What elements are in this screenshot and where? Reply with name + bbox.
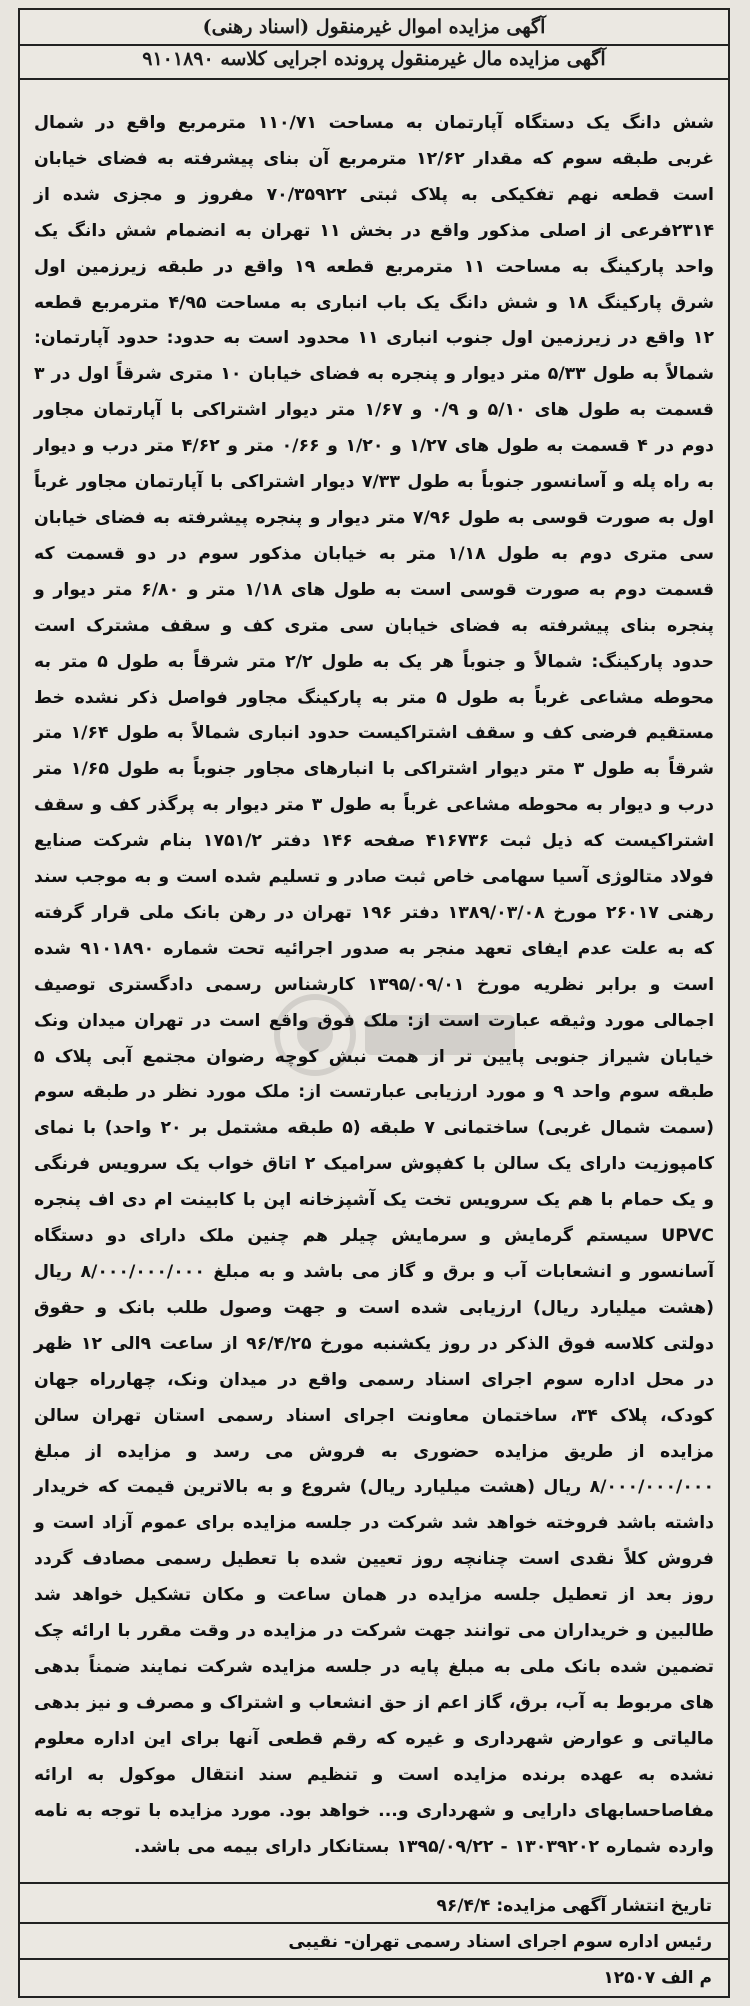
- signature-divider: [20, 1958, 728, 1960]
- notice-title: آگهی مزایده اموال غیرمنقول (اسناد رهنی): [202, 16, 546, 38]
- title-divider: [20, 44, 728, 46]
- notice-body: شش دانگ یک دستگاه آپارتمان به مساحت ۱۱۰/۷۱ مترمربع واقع در شمال غربی طبقه سوم که مقدار ۱۲/۶۲ مترمربع آن بنای پیشرفته به فضای خیابان است قطعه نهم تفکیکی به پلاک ثبتی ۷۰/۳۵۹۲۲ مفروز و مجزی شده از ۲۳۱۴فرعی از اصلی مذکور واقع در بخش ۱۱ تهران به انضمام شش دانگ یک واحد پارکینگ به مساحت ۱۱ مترمربع قطعه ۱۹ واقع در طبقه زیرزمین اول شرق پارکینگ ۱۸ و شش دانگ یک باب انباری به مساحت ۴/۹۵ مترمربع قطعه ۱۲ واقع در زیرزمین اول جنوب انباری ۱۱ محدود است به حدود: حدود آپارتمان: شمالاً به طول ۵/۳۳ متر دیوار و پنجره به فضای خیابان ۱۰ متری شرقاً اول در ۳ قسمت به طول های ۵/۱۰ و ۰/۹ و ۱/۶۷ متر دیوار اشتراکی با آپارتمان مجاور دوم در ۴ قسمت به طول های ۱/۲۷ و ۱/۲۰ و ۰/۶۶ متر و ۴/۶۲ متر درب و دیوار به راه پله و آسانسور جنوباً به طول ۷/۳۳ دیوار اشتراکی با آپارتمان مجاور غرباً اول به صورت قوسی به طول ۷/۹۶ متر دیوار و پنجره پیشرفته به فضای خیابان سی متری دوم به طول ۱/۱۸ متر به خیابان مذکور سوم در دو قسمت که قسمت دوم به صورت قوسی است به طول های ۱/۱۸ متر و ۶/۸۰ متر دیوار و پنجره بنای پیشرفته به فضای خیابان سی متری کف و سقف مشترک است حدود پارکینگ: شمالاً و جنوباً هر یک به طول ۲/۲ متر شرقاً به طول ۵ متر به محوطه مشاعی غرباً به طول ۵ متر به پارکینگ مجاور فواصل ذکر نشده خط مستقیم فرضی کف و سقف اشتراکیست حدود انباری شمالاً به طول ۱/۶۴ متر شرقاً به طول ۳ متر دیوار اشتراکی با انبارهای مجاور جنوباً به طول ۱/۶۵ متر درب و دیوار به محوطه مشاعی غرباً به طول ۳ متر دیوار به پرگذر کف و سقف اشتراکیست که ذیل ثبت ۴۱۶۷۳۶ صفحه ۱۴۶ دفتر ۱۷۵۱/۲ بنام شرکت صنایع فولاد متالوژی آسیا سهامی خاص ثبت صادر و تسلیم شده است و به موجب سند رهنی ۲۶۰۱۷ مورخ ۱۳۸۹/۰۳/۰۸ دفتر ۱۹۶ تهران در رهن بانک ملی قرار گرفته که به علت عدم ایفای تعهد منجر به صدور اجرائیه تحت شماره ۹۱۰۱۸۹۰ شده است و برابر نظریه مورخ ۱۳۹۵/۰۹/۰۱ کارشناس رسمی دادگستری توصیف اجمالی مورد وثیقه عبارت است از: ملک فوق واقع است در تهران میدان ونک خیابان شیراز جنوبی پایین تر از همت نبش کوچه رضوان مجتمع آبی پلاک ۵ طبقه سوم واحد ۹ و مورد ارزیابی عبارتست از: ملک مورد نظر در طبقه سوم (سمت شمال غربی) ساختمانی ۷ طبقه (۵ طبقه مشتمل بر ۲۰ واحد) با نمای کامپوزیت دارای یک سالن با کفپوش سرامیک ۲ اتاق خواب یک سرویس فرنگی و یک حمام با هم یک سرویس تخت یک آشپزخانه اپن با کابینت ام دی اف پنجره UPVC سیستم گرمایش و سرمایش چیلر هم چنین ملک دارای دو دستگاه آسانسور و انشعابات آب و برق و گاز می باشد و به مبلغ ۸/۰۰۰/۰۰۰/۰۰۰ ریال (هشت میلیارد ریال) ارزیابی شده است و جهت وصول طلب بانک و حقوق دولتی کلاسه فوق الذکر در روز یکشنبه مورخ ۹۶/۴/۲۵ از ساعت ۹الی ۱۲ ظهر در محل اداره سوم اجرای اسناد رسمی واقع در میدان ونک، چهارراه جهان کودک، پلاک ۳۴، ساختمان معاونت اجرای اسناد رسمی استان تهران سالن مزایده از طریق مزایده حضوری به فروش می رسد و مزایده از مبلغ ۸/۰۰۰/۰۰۰/۰۰۰ ریال (هشت میلیارد ریال) شروع و به بالاترین قیمت که خریدار داشته باشد فروخته خواهد شد شرکت در جلسه مزایده برای عموم آزاد است و فروش کلاً نقدی است چنانچه روز تعیین شده با تعطیل رسمی مصادف گردد روز بعد از تعطیل جلسه مزایده در همان ساعت و مکان تشکیل خواهد شد طالبین و خریداران می توانند جهت شرکت در مزایده در وقت مقرر با ارائه چک تضمین شده بانک ملی به مبلغ پایه در جلسه مزایده شرکت نمایند ضمناً بدهی های مربوط به آب، برق، گاز اعم از حق انشعاب و اشتراک و مصرف و نیز بدهی مالیاتی و عوارض شهرداری و غیره که رقم قطعی آنها برای این اداره معلوم نشده به عهده برنده مزایده است و تنظیم سند انتقال موکول به ارائه مفاصاحسابهای دارایی و شهرداری و... خواهد بود. مورد مزایده با توجه به نامه وارده شماره ۱۳۰۳۹۲۰۲ - ۱۳۹۵/۰۹/۲۲ بستانکار دارای بیمه می باشد.: [34, 113, 715, 1857]
- reference-number: م الف ۱۲۵۰۷: [603, 1968, 712, 1988]
- date-divider: [20, 1922, 728, 1924]
- publish-date: تاریخ انتشار آگهی مزایده: ۹۶/۴/۴: [436, 1896, 712, 1916]
- body-divider: [20, 1882, 728, 1884]
- notice-subtitle: آگهی مزایده مال غیرمنقول پرونده اجرایی کلاسه ۹۱۰۱۸۹۰: [142, 48, 606, 70]
- subtitle-divider: [20, 78, 728, 80]
- notice-frame: [18, 8, 730, 1998]
- signature-line: رئیس اداره سوم اجرای اسناد رسمی تهران- نقیبی: [288, 1932, 712, 1952]
